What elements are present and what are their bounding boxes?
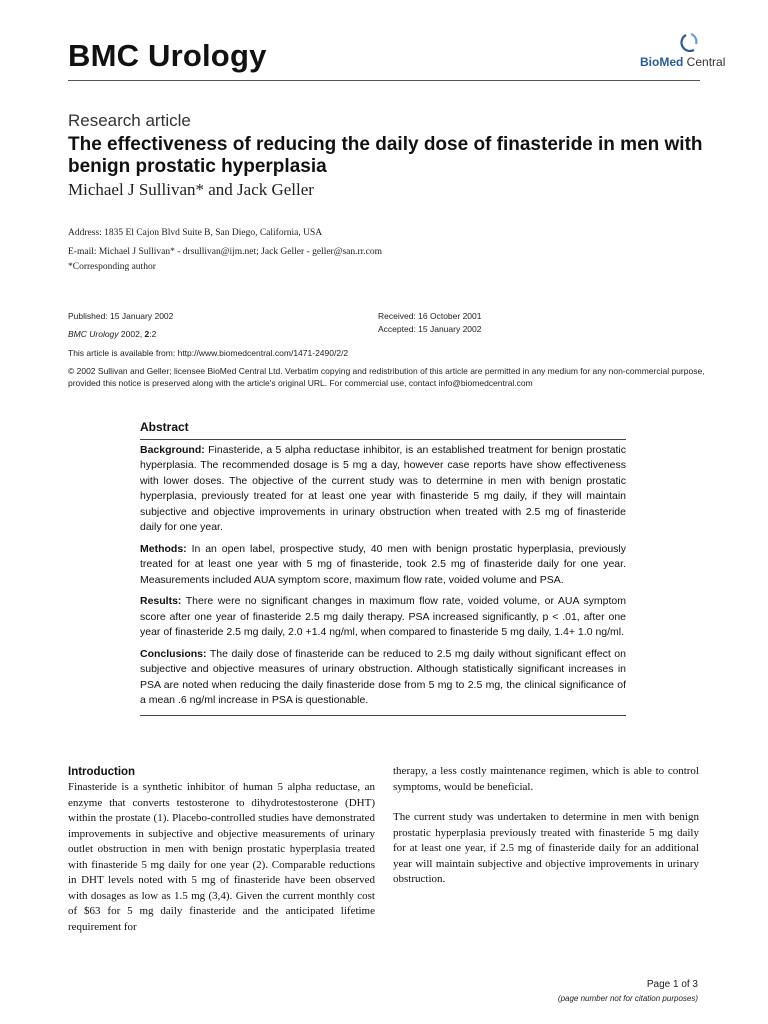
biomed-central-logo [640,32,730,72]
body-left-column [68,764,375,935]
journal-title: BMC Urology [68,38,267,73]
citation [68,329,156,339]
conclusions-label: Conclusions: [140,647,207,660]
author-address: Address: 1835 El Cajon Blvd Suite B, San Diego, California, USA [68,228,323,238]
abstract-conclusions [140,647,626,709]
abstract-results [140,594,626,641]
results-label: Results: [140,595,182,607]
logo-central: Central [683,55,726,69]
citation-page: :2 [149,329,157,339]
received-date: Received: 16 October 2001 [378,311,482,321]
background-text: Finasteride, a 5 alpha reductase inhibitor, is an established treatment for benign prostatic hyperplasia. The recommended dosage is 5 mg a day, however case reports have show effectiveness with lower doses. The objective of the current study was to determine in men with benign prostatic hyperplasia, previously treated for at least one year with finasteride 5 mg daily, if they will maintain subjective and objective improvements in urinary obstruction when treated with 2.5 mg of finasteride daily for one year. [140,443,626,533]
logo-bio: BioMed [640,55,684,69]
accepted-date: Accepted: 15 January 2002 [378,324,482,334]
right-paragraph-1: therapy, a less costly maintenance regimen, which is able to control symptoms, would be beneficial. [393,765,699,793]
right-paragraph-2: The current study was undertaken to determine in men with benign prostatic hyperplasia previously treated with finasteride 5 mg daily for at least one year, if 2.5 mg of finasteride daily for an additional year will maintain subjective and objective improvements in urinary obstruction. [393,811,699,885]
abstract-background [140,443,626,536]
page-number: Page 1 of 3 [646,979,698,990]
background-label: Background: [140,443,205,456]
abstract-heading: Abstract [140,420,189,434]
logo-arc-icon [678,32,700,54]
published-date: Published: 15 January 2002 [68,311,174,321]
methods-label: Methods: [140,542,187,555]
abstract-rule-bottom [140,715,626,716]
copyright-notice: © 2002 Sullivan and Geller; licensee BioMed Central Ltd. Verbatim copying and redistribution of this article are permitted in any medium for any non-commercial purpose, provided this notice is preserved along with the article's original URL. For commercial use, contact info@biomedcentral.com [68,366,705,388]
authors: Michael J Sullivan* and Jack Geller [68,180,314,199]
conclusions-text: The daily dose of finasteride can be reduced to 2.5 mg daily without significant effect on subjective and objective measures of urinary obstruction. Although statistically significant increases in PSA are noted when reducing the daily finasteride dose from 5 mg to 2.5 mg, the clinical significance of a mean .6 ng/ml increase in PSA is questionable. [140,647,626,706]
article-title: The effectiveness of reducing the daily dose of finasteride in men with benign prostatic hyperplasia [68,134,703,177]
author-emails: E-mail: Michael J Sullivan* - drsullivan@ijm.net; Jack Geller - geller@san.rr.com [68,247,383,257]
page-number-note: (page number not for citation purposes) [557,994,698,1003]
introduction-text: Finasteride is a synthetic inhibitor of human 5 alpha reductase, an enzyme that converts testosterone to dihydrotestosterone (DHT) within the prostate (1). Placebo-controlled studies have demonstrated improvements in subjective and objective measurements of urinary outlet obstruction in men with benign prostatic hyperplasia treated with finasteride 5 mg daily for one year (2). Comparable reductions in DHT levels noted with 5 mg of finasteride have been observed with dosages as low as 1.5 mg (3,4). Given the current monthly cost of $63 for 5 mg daily finasteride and the anticipated lifetime requirement for [68,781,375,933]
article-type: Research article [68,111,191,130]
abstract-box [140,420,626,716]
introduction-heading: Introduction [68,766,136,778]
logo-text [640,55,725,69]
corresponding-note: *Corresponding author [68,262,156,272]
article-url[interactable]: This article is available from: http://www.biomedcentral.com/1471-2490/2/2 [68,348,349,358]
results-text: There were no significant changes in maximum flow rate, voided volume, or AUA symptom score after one year of finasteride 2.5 mg daily therapy. PSA increased significantly, p < .01, after one year of finasteride 2.5 mg daily, 2.0 +1.4 ng/ml, when compared to finasteride 5 mg daily, 1.4+ 1.0 ng/ml. [140,595,626,638]
citation-year: 2002, [118,329,145,339]
header-rule [68,80,700,81]
citation-journal: BMC Urology [68,329,119,339]
abstract-methods [140,542,626,589]
body-right-column [393,764,699,903]
abstract-rule-top [140,439,626,440]
citation-volume: 2 [144,329,150,339]
methods-text: In an open label, prospective study, 40 men with benign prostatic hyperplasia, previously treated for at least one year with 5 mg of finasteride, took 2.5 mg of finasteride daily for one year. Measurements included AUA symptom score, maximum flow rate, voided volume and PSA. [140,542,626,586]
